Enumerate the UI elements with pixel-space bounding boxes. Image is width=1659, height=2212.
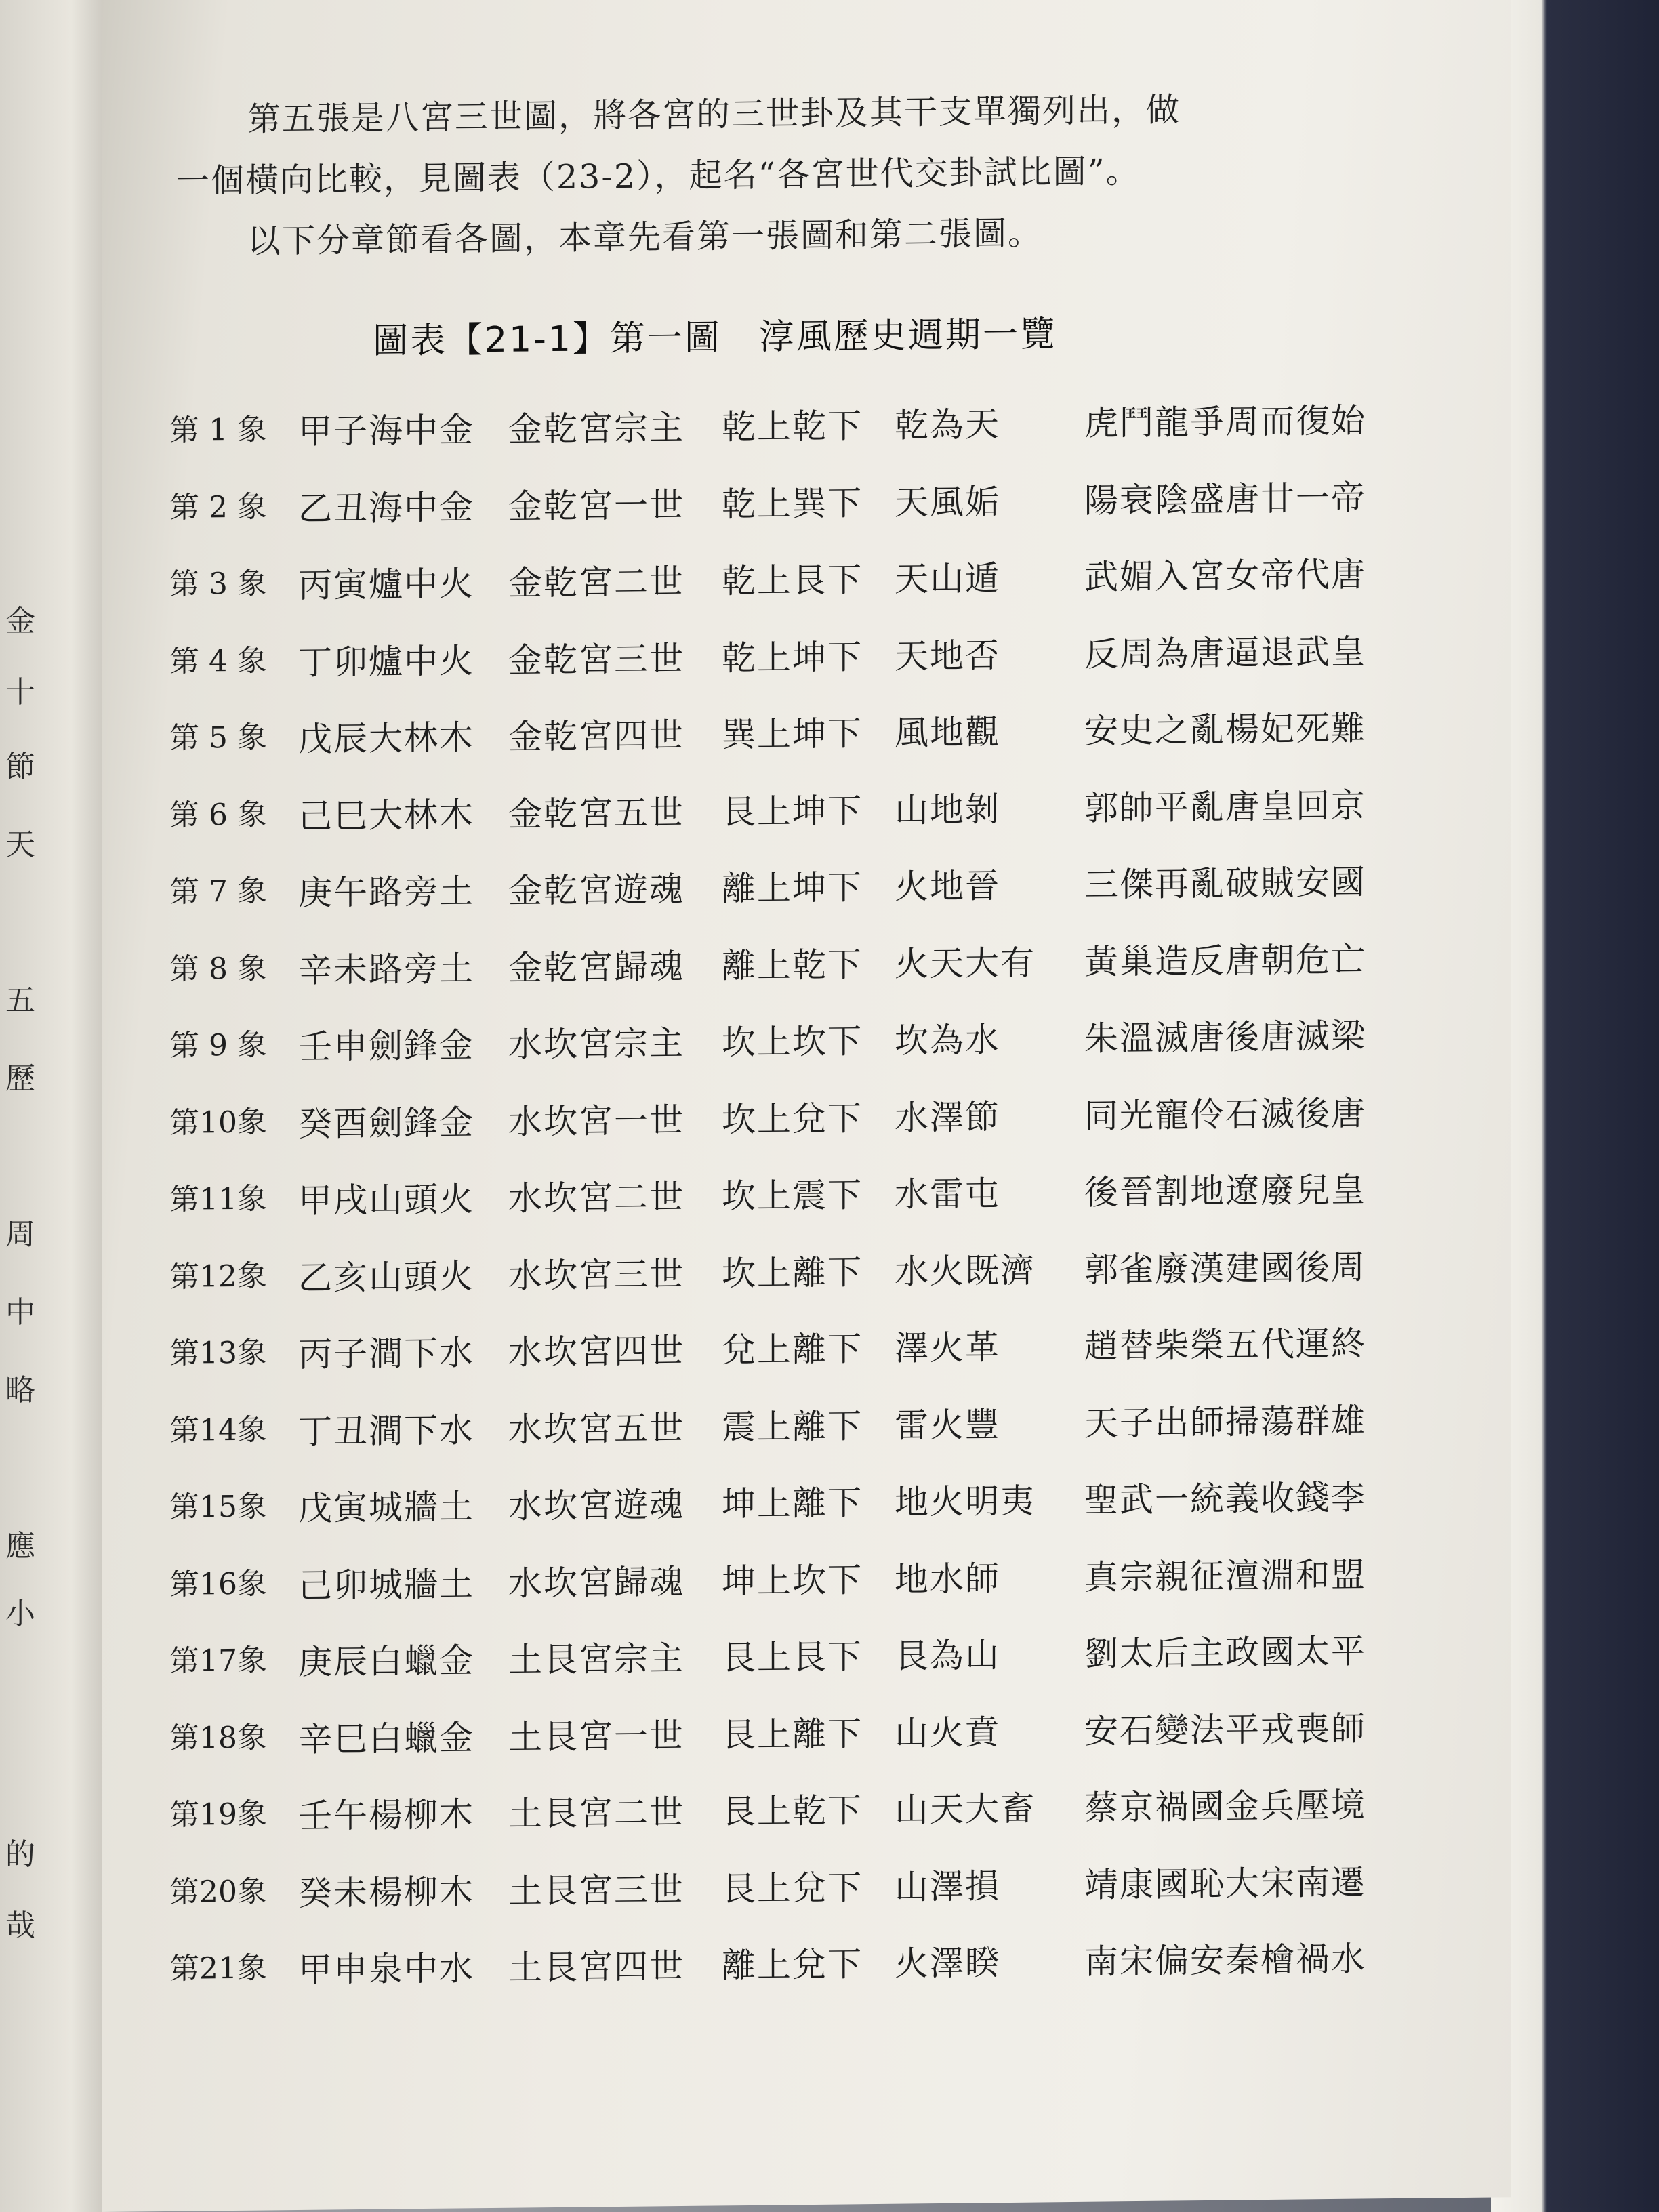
- row-label: 第17象: [169, 1643, 267, 1679]
- row-event: 虎鬥龍爭周而復始: [1084, 401, 1366, 443]
- row-label: 第12象: [169, 1258, 267, 1294]
- left-page-char: 歷: [5, 1061, 35, 1096]
- row-label: 第 5 象: [169, 720, 267, 756]
- row-trigrams: 兌上離下: [722, 1329, 863, 1370]
- row-palace: 金乾宮歸魂: [508, 946, 684, 988]
- row-trigrams: 乾上乾下: [722, 406, 863, 447]
- row-hexagram: 水雷屯: [895, 1174, 1000, 1214]
- row-trigrams: 艮上坤下: [722, 790, 863, 832]
- row-trigrams: 艮上乾下: [722, 1790, 863, 1832]
- row-label: 第10象: [169, 1104, 267, 1141]
- row-label: 第11象: [169, 1181, 267, 1217]
- row-ganzhi: 丁丑澗下水: [298, 1410, 474, 1452]
- book-page: [102, 0, 1511, 2212]
- row-hexagram: 雷火豐: [895, 1404, 1000, 1446]
- row-label: 第20象: [169, 1873, 267, 1910]
- row-label: 第 8 象: [169, 950, 267, 987]
- row-ganzhi: 癸酉劍鋒金: [298, 1102, 474, 1144]
- row-hexagram: 水火既濟: [895, 1250, 1036, 1292]
- row-hexagram: 澤火革: [895, 1328, 1000, 1368]
- left-page-char: 略: [5, 1373, 35, 1408]
- left-page-char: 五: [5, 983, 35, 1018]
- row-ganzhi: 戊辰大林木: [298, 718, 474, 759]
- row-hexagram: 火天大有: [895, 943, 1036, 984]
- row-label: 第15象: [169, 1489, 267, 1525]
- row-palace: 水坎宮遊魂: [508, 1484, 684, 1526]
- row-event: 朱溫滅唐後唐滅梁: [1084, 1016, 1366, 1059]
- row-palace: 金乾宮一世: [508, 485, 684, 527]
- row-ganzhi: 庚午路旁土: [298, 872, 474, 913]
- row-ganzhi: 丙子澗下水: [298, 1333, 474, 1374]
- left-page-char: 中: [5, 1295, 35, 1330]
- row-trigrams: 坎上離下: [722, 1252, 863, 1293]
- left-page-char: 小: [5, 1597, 35, 1631]
- left-page-char: 天: [5, 827, 35, 862]
- row-hexagram: 天風姤: [895, 481, 1000, 523]
- row-hexagram: 火澤睽: [895, 1943, 1000, 1984]
- row-palace: 金乾宮遊魂: [508, 869, 684, 911]
- row-label: 第 7 象: [169, 874, 267, 909]
- row-trigrams: 乾上坤下: [722, 636, 863, 678]
- row-ganzhi: 壬午楊柳木: [298, 1795, 474, 1836]
- row-palace: 金乾宮三世: [508, 638, 684, 680]
- row-event: 聖武一統義收錢李: [1084, 1477, 1366, 1520]
- row-event: 武媚入宮女帝代唐: [1084, 554, 1366, 597]
- row-palace: 水坎宮歸魂: [508, 1561, 684, 1603]
- row-hexagram: 風地觀: [895, 712, 1000, 753]
- row-hexagram: 山地剝: [895, 789, 1000, 830]
- row-trigrams: 艮上艮下: [722, 1637, 863, 1678]
- row-hexagram: 艮為山: [895, 1635, 1000, 1676]
- row-trigrams: 坎上兌下: [722, 1098, 863, 1139]
- row-palace: 土艮宮一世: [508, 1715, 684, 1757]
- row-palace: 水坎宮一世: [508, 1100, 684, 1142]
- left-page: [0, 0, 102, 2212]
- row-trigrams: 巽上坤下: [722, 714, 863, 755]
- row-palace: 土艮宮四世: [508, 1946, 684, 1988]
- row-ganzhi: 丙寅爐中火: [298, 564, 474, 605]
- row-event: 安石變法平戎喪師: [1084, 1708, 1366, 1751]
- row-event: 真宗親征澶淵和盟: [1084, 1554, 1366, 1597]
- row-label: 第 9 象: [169, 1027, 267, 1063]
- row-trigrams: 艮上兌下: [722, 1867, 863, 1908]
- row-event: 後晉割地遼廢兒皇: [1084, 1170, 1366, 1212]
- row-palace: 水坎宮宗主: [508, 1023, 684, 1065]
- row-ganzhi: 甲戌山頭火: [298, 1179, 474, 1221]
- row-event: 靖康國恥大宋南遷: [1084, 1862, 1366, 1905]
- row-palace: 金乾宮宗主: [508, 407, 684, 449]
- row-ganzhi: 甲子海中金: [298, 410, 474, 451]
- intro-line-2: 一個橫向比較，見圖表（23-2），起名“各宮世代交卦試比圖”。: [176, 151, 1141, 201]
- left-page-char: 應: [5, 1529, 35, 1563]
- row-hexagram: 山澤損: [895, 1866, 1000, 1907]
- row-ganzhi: 己巳大林木: [298, 794, 474, 836]
- row-hexagram: 地火明夷: [895, 1481, 1036, 1522]
- row-palace: 土艮宮三世: [508, 1869, 684, 1911]
- row-event: 蔡京禍國金兵壓境: [1084, 1785, 1366, 1828]
- row-hexagram: 山火賁: [895, 1712, 1000, 1753]
- left-page-char: 十: [5, 675, 35, 710]
- row-trigrams: 離上坤下: [722, 867, 863, 909]
- row-palace: 金乾宮五世: [508, 792, 684, 834]
- row-trigrams: 離上乾下: [722, 944, 863, 985]
- row-label: 第14象: [169, 1412, 267, 1448]
- row-label: 第 6 象: [169, 796, 267, 833]
- row-event: 黃巢造反唐朝危亡: [1084, 939, 1366, 982]
- left-page-char: 的: [5, 1837, 35, 1872]
- row-trigrams: 震上離下: [722, 1406, 863, 1447]
- row-trigrams: 乾上巽下: [722, 483, 863, 524]
- row-event: 南宋偏安秦檜禍水: [1084, 1939, 1366, 1982]
- row-label: 第 4 象: [169, 642, 267, 679]
- row-trigrams: 乾上艮下: [722, 560, 863, 601]
- intro-line-1: 第五張是八宮三世圖，將各宮的三世卦及其干支單獨列出，做: [247, 90, 1181, 139]
- row-hexagram: 天地否: [895, 635, 1000, 676]
- row-palace: 水坎宮三世: [508, 1254, 684, 1296]
- row-hexagram: 乾為天: [895, 405, 1000, 445]
- row-palace: 水坎宮五世: [508, 1408, 684, 1450]
- row-trigrams: 艮上離下: [722, 1713, 863, 1755]
- row-event: 陽衰陰盛唐廿一帝: [1084, 477, 1366, 520]
- row-event: 郭雀廢漢建國後周: [1084, 1246, 1366, 1290]
- row-ganzhi: 癸未楊柳木: [298, 1871, 474, 1913]
- left-page-margin-text: [1, 0, 42, 2212]
- row-palace: 水坎宮四世: [508, 1330, 684, 1372]
- row-label: 第19象: [169, 1797, 267, 1832]
- row-palace: 土艮宮宗主: [508, 1638, 684, 1680]
- row-event: 同光寵伶石滅後唐: [1084, 1092, 1366, 1136]
- row-label: 第13象: [169, 1335, 267, 1371]
- row-label: 第 3 象: [169, 566, 267, 602]
- row-ganzhi: 辛未路旁土: [298, 948, 474, 990]
- left-page-char: 金: [5, 604, 35, 638]
- intro-line-3: 以下分章節看各圖，本章先看第一張圖和第二張圖。: [247, 213, 1043, 261]
- row-hexagram: 火地晉: [895, 866, 1000, 907]
- left-page-char: 周: [5, 1217, 35, 1252]
- row-palace: 金乾宮二世: [508, 561, 684, 603]
- row-hexagram: 天山遁: [895, 558, 1000, 599]
- row-ganzhi: 辛巳白蠟金: [298, 1717, 474, 1759]
- row-event: 郭帥平亂唐皇回京: [1084, 785, 1366, 828]
- row-ganzhi: 壬申劍鋒金: [298, 1025, 474, 1067]
- figure-title: 圖表【21-1】第一圖 淳風歷史週期一覽: [373, 314, 1058, 362]
- row-hexagram: 地水師: [895, 1558, 1000, 1599]
- row-label: 第16象: [169, 1565, 267, 1602]
- row-event: 劉太后主政國太平: [1084, 1631, 1366, 1674]
- row-trigrams: 坤上離下: [722, 1483, 863, 1524]
- row-ganzhi: 庚辰白蠟金: [298, 1641, 474, 1682]
- row-ganzhi: 己卯城牆土: [298, 1563, 474, 1605]
- row-hexagram: 坎為水: [895, 1020, 1000, 1061]
- row-ganzhi: 甲申泉中水: [298, 1948, 474, 1990]
- row-ganzhi: 戊寅城牆土: [298, 1487, 474, 1528]
- row-trigrams: 離上兌下: [722, 1944, 863, 1986]
- row-ganzhi: 乙亥山頭火: [298, 1256, 474, 1298]
- row-palace: 水坎宮二世: [508, 1176, 684, 1218]
- row-label: 第 2 象: [169, 489, 267, 525]
- left-page-char: 哉: [5, 1908, 35, 1943]
- row-event: 趙替柴榮五代運終: [1084, 1324, 1366, 1366]
- row-event: 反周為唐逼退武皇: [1084, 631, 1366, 674]
- row-hexagram: 山天大畜: [895, 1788, 1036, 1830]
- row-hexagram: 水澤節: [895, 1097, 1000, 1138]
- row-label: 第18象: [169, 1719, 267, 1756]
- row-trigrams: 坤上坎下: [722, 1559, 863, 1601]
- row-trigrams: 坎上震下: [722, 1175, 863, 1216]
- row-trigrams: 坎上坎下: [722, 1021, 863, 1063]
- row-event: 安史之亂楊妃死難: [1084, 708, 1366, 751]
- row-palace: 土艮宮二世: [508, 1792, 684, 1834]
- book-cover-edge: [1491, 0, 1659, 2212]
- row-label: 第21象: [169, 1950, 267, 1986]
- row-ganzhi: 丁卯爐中火: [298, 640, 474, 682]
- row-label: 第 1 象: [169, 412, 267, 448]
- left-page-char: 節: [5, 750, 35, 784]
- row-ganzhi: 乙丑海中金: [298, 487, 474, 529]
- row-event: 天子出師掃蕩群雄: [1084, 1400, 1366, 1443]
- row-palace: 金乾宮四世: [508, 715, 684, 757]
- row-event: 三傑再亂破賊安國: [1084, 862, 1366, 905]
